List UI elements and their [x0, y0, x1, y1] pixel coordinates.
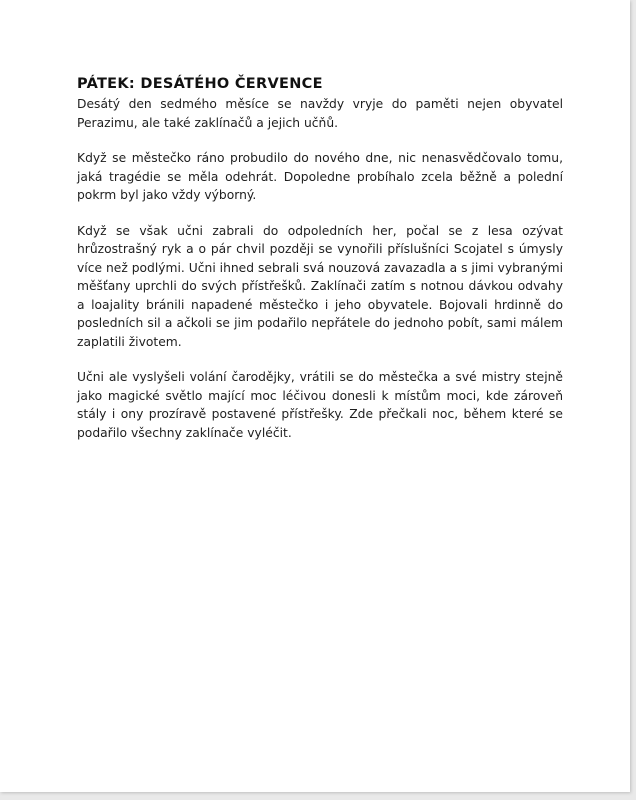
paragraph-4: Učni ale vyslyšeli volání čarodějky, vrátili se do městečka a své mistry stejně jako magické světlo mající moc léčivou donesli k místům moci, kde zároveň stály i ony prozíravě postavené přístřešky. Zde přečkali noc, během které se podařilo všechny zaklínače vyléčit. — [77, 370, 563, 440]
paragraph-2: Když se městečko ráno probudilo do nového dne, nic nenasvědčovalo tomu, jaká tragédie se měla odehrát. Dopoledne probíhalo zcela běžně a polední pokrm byl jako vždy výborný. — [77, 151, 563, 202]
paragraph-1: Desátý den sedmého měsíce se navždy vryje do paměti nejen obyvatel Perazimu, ale také zaklínačů a jejich učňů. — [77, 97, 563, 130]
page-heading: PÁTEK: DESÁTÉHO ČERVENCE — [77, 76, 323, 92]
page-content — [77, 74, 563, 459]
paragraph-3: Když se však učni zabrali do odpoledních her, počal se z lesa ozývat hrůzostrašný ryk a o pár chvil později se vynořili příslušníci Scojatel s úmysly více než podlými. Učni ihned sebrali svá nouzová zavazadla a s jimi vybranými měšťany uprchli do svých přístřešků. Zaklínači zatím s notnou dávkou odvahy a loajality bránili napadené městečko i jeho obyvatele. Bojovali hrdinně do posledních sil a ačkoli se jim podařilo nepřátele do jednoho pobít, sami málem zaplatili životem. — [77, 223, 563, 349]
